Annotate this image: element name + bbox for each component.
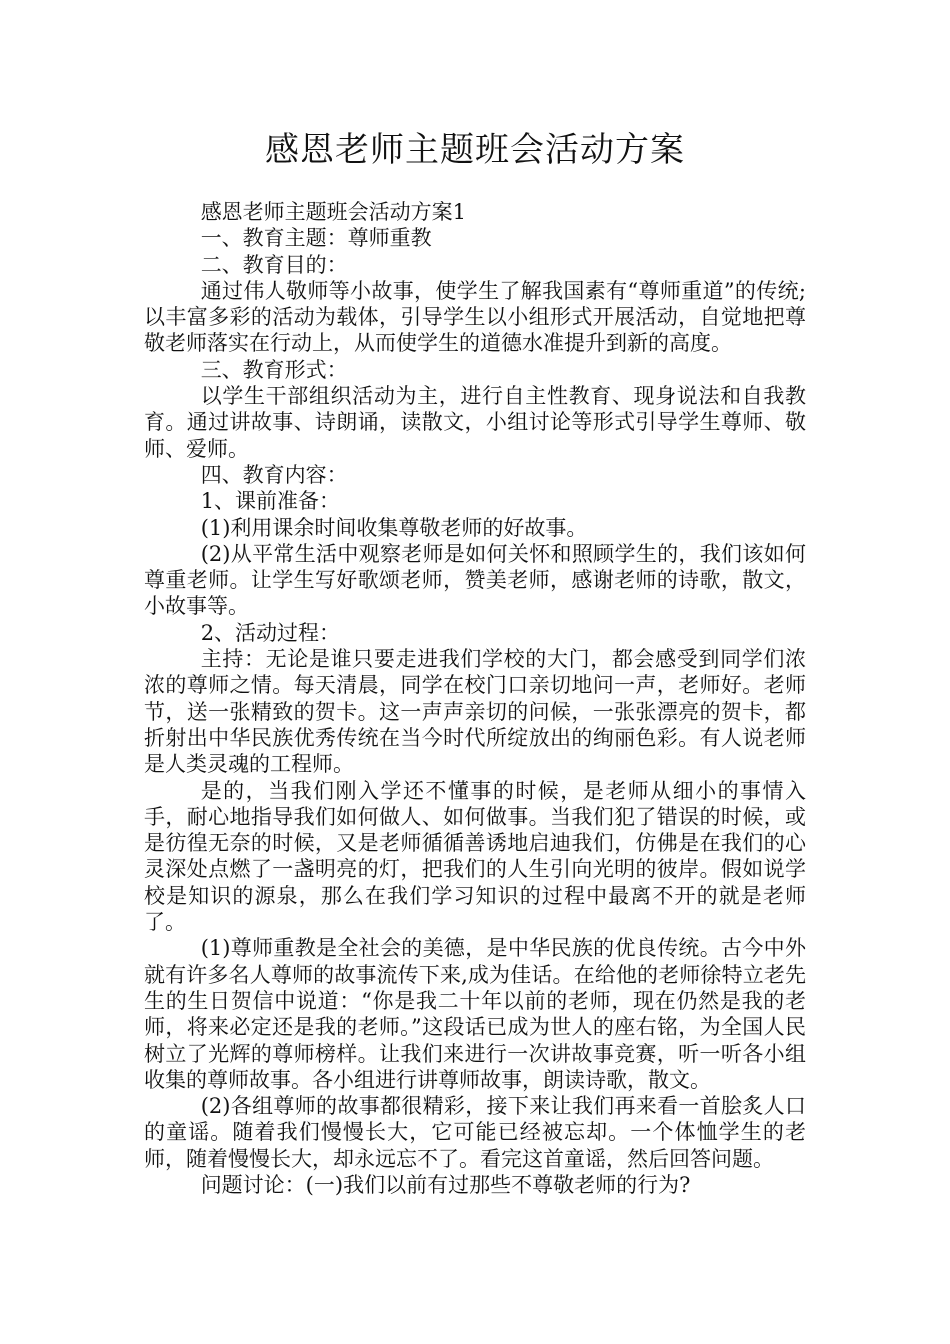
- paragraph-theme: 一、教育主题：尊师重教: [200, 226, 432, 251]
- paragraph-plan-heading: 感恩老师主题班会活动方案1: [200, 200, 467, 224]
- document-title: 感恩老师主题班会活动方案: [265, 130, 685, 170]
- paragraph-process-heading: 2、活动过程：: [200, 620, 341, 645]
- paragraph-host: 主持：无论是谁只要走进我们学校的大门，都会感受到同学们浓浓的尊师之情。每天清晨，同学在校门口亲切地问一声，老师好。老师节，送一张精致的贺卡。这一声声亲切的问候，一张张漂亮的贺卡，都折射出中华民族优秀传统在当今时代所绽放出的绚丽色彩。有人说老师是人类灵魂的工程师。: [144, 647, 806, 777]
- paragraph-discussion: 问题讨论：(一)我们以前有过那些不尊敬老师的行为?: [200, 1172, 691, 1197]
- paragraph-story-2: (2)各组尊师的故事都很精彩，接下来让我们再来看一首脍炙人口的童谣。随着我们慢慢长大，它可能已经被忘却。一个体恤学生的老师，随着慢慢长大，却永远忘不了。看完这首童谣，然后回答问题。: [144, 1094, 806, 1171]
- paragraph-yes: 是的，当我们刚入学还不懂事的时候，是老师从细小的事情入手，耐心地指导我们如何做人、如何做事。当我们犯了错误的时候，或是彷徨无奈的时候，又是老师循循善诱地启迪我们，仿佛是在我们的心灵深处点燃了一盏明亮的灯，把我们的人生引向光明的彼岸。假如说学校是知识的源泉，那么在我们学习知识的过程中最离不开的就是老师了。: [144, 778, 806, 935]
- document-body: [144, 199, 806, 1198]
- paragraph-purpose: 通过伟人敬师等小故事，使学生了解我国素有“尊师重道”的传统;以丰富多彩的活动为载体，引导学生以小组形式开展活动，自觉地把尊敬老师落实在行动上，从而使学生的道德水准提升到新的高度。: [144, 278, 806, 356]
- paragraph-content-heading: 四、教育内容：: [200, 462, 348, 487]
- paragraph-story-1: (1)尊师重教是全社会的美德，是中华民族的优良传统。古今中外就有许多名人尊师的故事流传下来,成为佳话。在给他的老师徐特立老先生的生日贺信中说道：“你是我二十年以前的老师，现在仍然是我的老师，将来必定还是我的老师。”这段话已成为世人的座右铭，为全国人民树立了光辉的尊师榜样。让我们来进行一次讲故事竞赛，听一听各小组收集的尊师故事。各小组进行讲尊师故事，朗读诗歌，散文。: [144, 936, 806, 1092]
- paragraph-purpose-heading: 二、教育目的：: [200, 252, 348, 277]
- paragraph-preparation-1: (1)利用课余时间收集尊敬老师的好故事。: [200, 515, 588, 540]
- paragraph-form: 以学生干部组织活动为主，进行自主性教育、现身说法和自我教育。通过讲故事、诗朗诵，读散文，小组讨论等形式引导学生尊师、敬师、爱师。: [144, 384, 806, 461]
- paragraph-preparation-heading: 1、课前准备：: [200, 489, 341, 514]
- paragraph-preparation-2: (2)从平常生活中观察老师是如何关怀和照顾学生的，我们该如何尊重老师。让学生写好歌颂老师，赞美老师，感谢老师的诗歌，散文，小故事等。: [144, 541, 806, 619]
- paragraph-form-heading: 三、教育形式：: [200, 357, 348, 382]
